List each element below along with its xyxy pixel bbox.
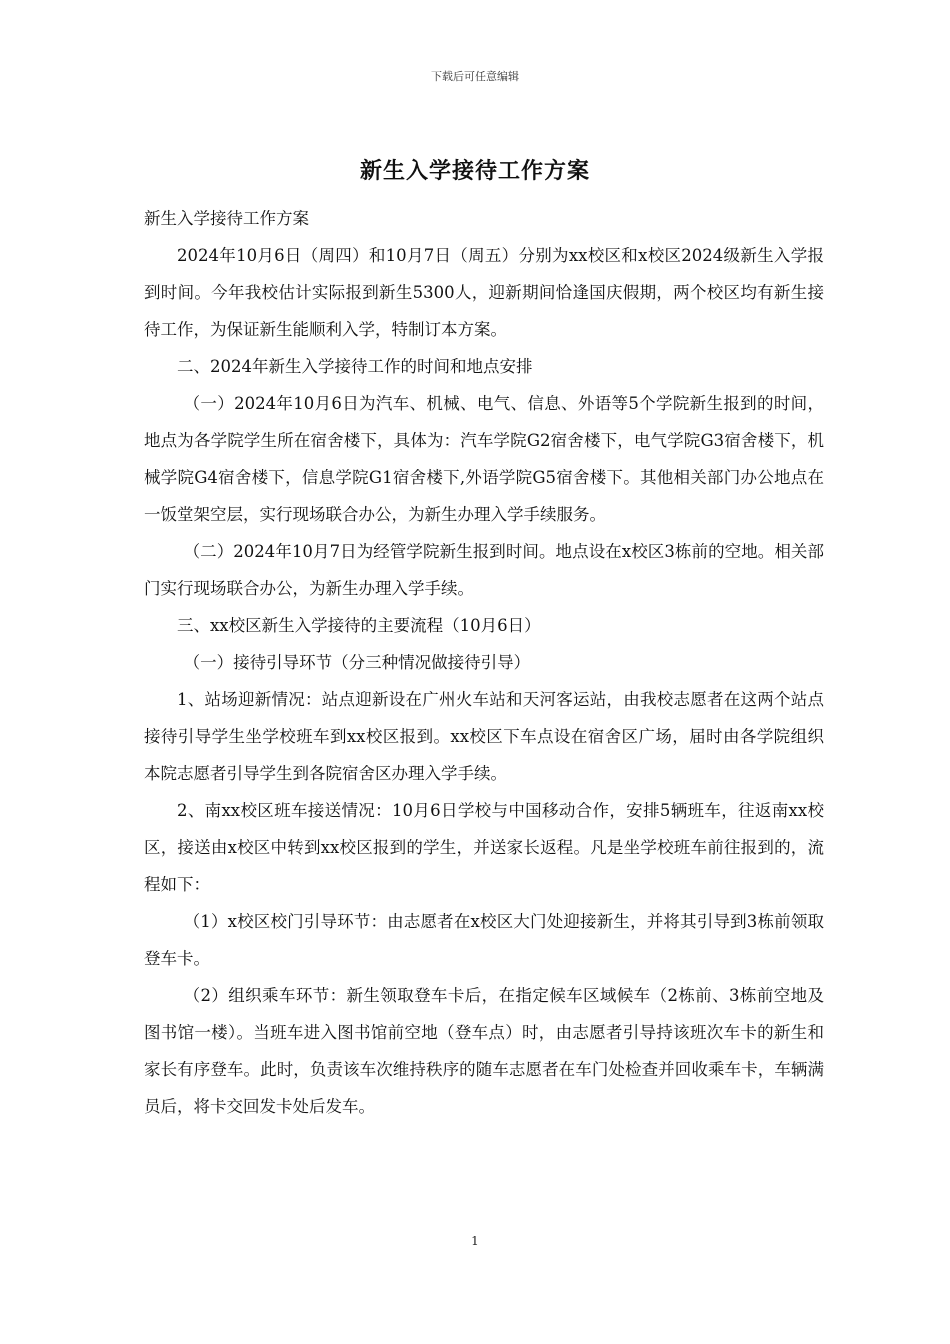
page-number: 1 xyxy=(471,1234,479,1248)
document-subtitle: 新生入学接待工作方案 xyxy=(144,209,309,228)
paragraph-gate-guidance: （1）x校区校门引导环节：由志愿者在x校区大门处迎接新生，并将其引导到3栋前领取登车卡。 xyxy=(144,912,824,968)
intro-paragraph: 2024年10月6日（周四）和10月7日（周五）分别为xx校区和x校区2024级新生入学报到时间。今年我校估计实际报到新生5300人，迎新期间恰逢国庆假期，两个校区均有新生接待工作，为保证新生能顺利入学，特制订本方案。 xyxy=(144,246,824,339)
paragraph-oct6-arrangement: （一）2024年10月6日为汽车、机械、电气、信息、外语等5个学院新生报到的时间，地点为各学院学生所在宿舍楼下，具体为：汽车学院G2宿舍楼下，电气学院G3宿舍楼下，机械学院G4宿舍楼下，信息学院G1宿舍楼下,外语学院G5宿舍楼下。其他相关部门办公地点在一饭堂架空层，实行现场联合办公，为新生办理入学手续服务。 xyxy=(144,394,824,524)
page-header-note: 下载后可任意编辑 xyxy=(431,70,519,83)
paragraph-boarding: （2）组织乘车环节：新生领取登车卡后，在指定候车区域候车（2栋前、3栋前空地及图书馆一楼）。当班车进入图书馆前空地（登车点）时，由志愿者引导持该班次车卡的新生和家长有序登车。此时，负责该车次维持秩序的随车志愿者在车门处检查并回收乘车卡，车辆满员后，将卡交回发卡处后发车。 xyxy=(144,986,824,1116)
document-title: 新生入学接待工作方案 xyxy=(359,158,590,184)
section-heading-main-process: 三、xx校区新生入学接待的主要流程（10月6日） xyxy=(177,616,541,635)
paragraph-oct7-arrangement: （二）2024年10月7日为经管学院新生报到时间。地点设在x校区3栋前的空地。相关部门实行现场联合办公，为新生办理入学手续。 xyxy=(144,542,824,598)
paragraph-shuttle-bus: 2、南xx校区班车接送情况：10月6日学校与中国移动合作，安排5辆班车，往返南xx校区，接送由x校区中转到xx校区报到的学生，并送家长返程。凡是坐学校班车前往报到的，流程如下： xyxy=(144,801,824,894)
section-heading-time-location: 二、2024年新生入学接待工作的时间和地点安排 xyxy=(177,357,533,376)
paragraph-station-reception: 1、站场迎新情况：站点迎新设在广州火车站和天河客运站，由我校志愿者在这两个站点接待引导学生坐学校班车到xx校区报到。xx校区下车点设在宿舍区广场，届时由各学院组织本院志愿者引导学生到各院宿舍区办理入学手续。 xyxy=(144,690,824,783)
document-body xyxy=(144,200,824,1125)
subsection-heading-reception: （一）接待引导环节（分三种情况做接待引导） xyxy=(183,653,531,672)
